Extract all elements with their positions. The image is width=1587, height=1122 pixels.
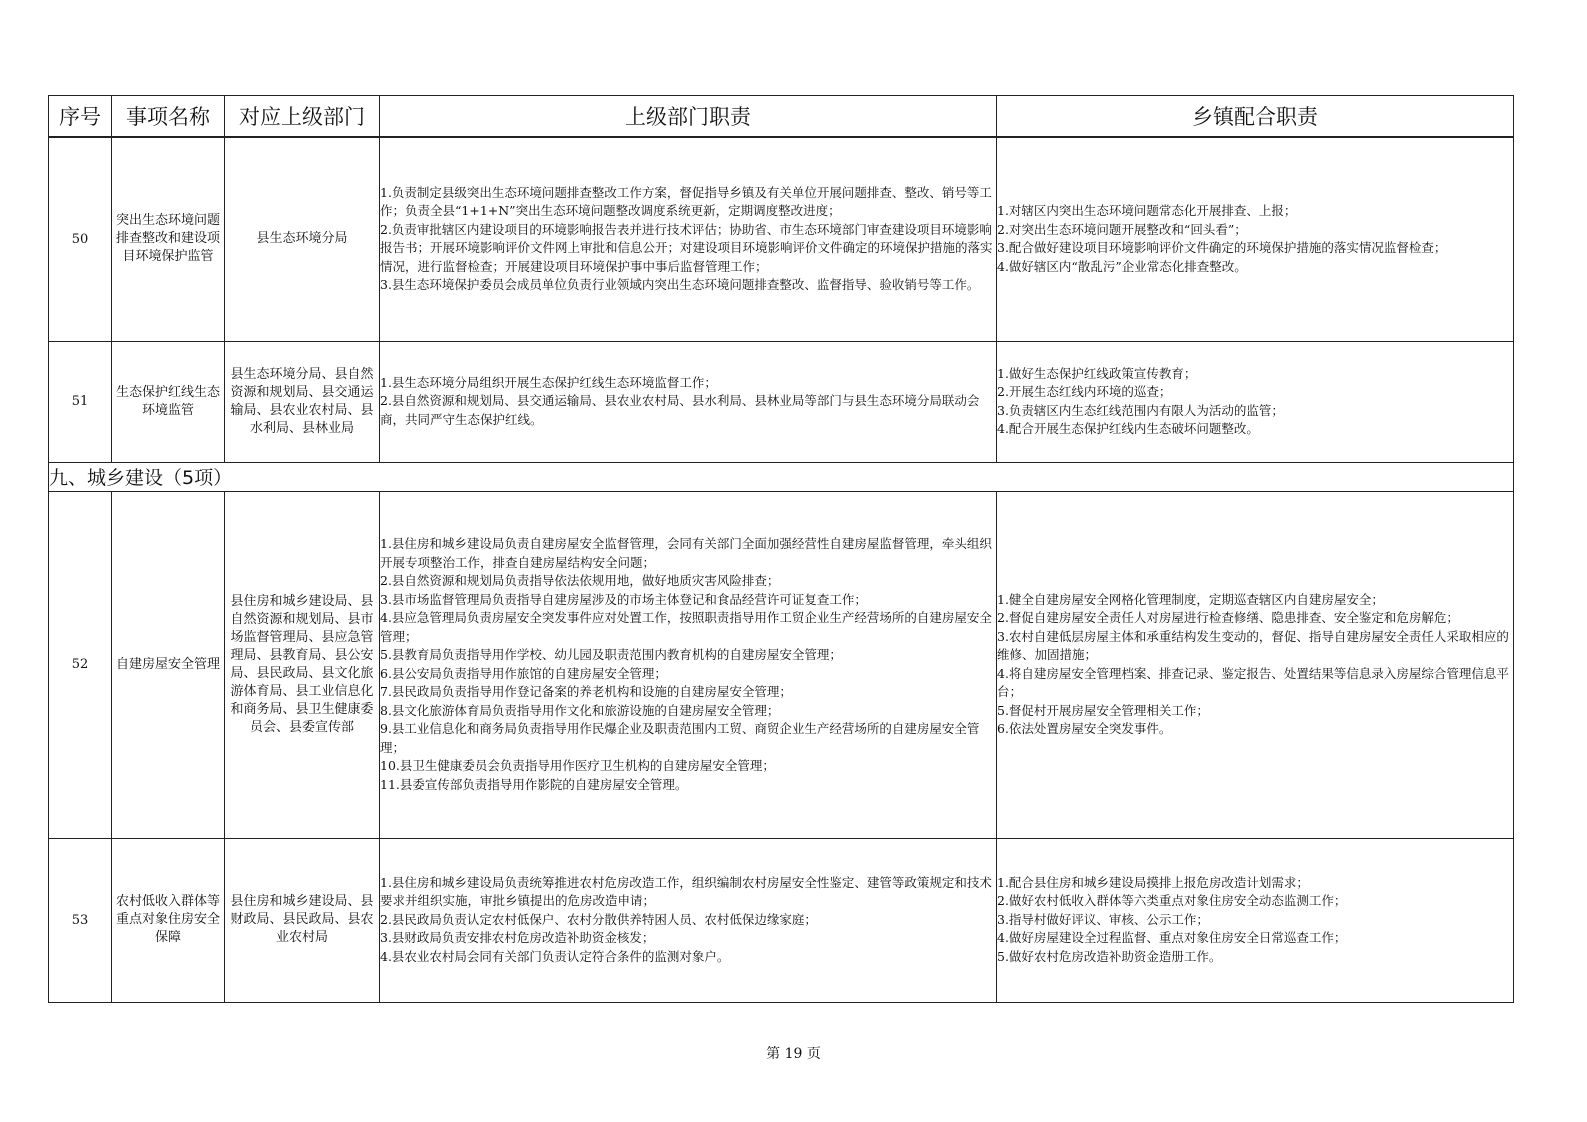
duty-line: 1.做好生态保护红线政策宣传教育； xyxy=(997,365,1197,381)
duty-line: 3.县生态环境保护委员会成员单位负责行业领域内突出生态环境问题排查整改、监督指导、验收销号等工作。 xyxy=(380,277,980,293)
duty-line: 2.县自然资源和规划局负责指导依法依规用地，做好地质灾害风险排查； xyxy=(380,573,780,588)
duty-line: 5.县教育局负责指导用作学校、幼儿园及职责范围内教育机构的自建房屋安全管理； xyxy=(380,647,842,662)
duty-line: 2.督促自建房屋安全责任人对房屋进行检查修缮、隐患排查、安全鉴定和危房解危； xyxy=(997,610,1459,625)
township-duties xyxy=(997,491,1514,838)
row-index: 53 xyxy=(49,838,112,1002)
duty-line: 4.县应急管理局负责房屋安全突发事件应对处置工作，按照职责指导用作工贸企业生产经营场所的自建房屋安全管理； xyxy=(380,610,992,644)
duty-line: 3.配合做好建设项目环境影响评价文件确定的环境保护措施的落实情况监督检查； xyxy=(997,240,1447,256)
duty-line: 1.健全自建房屋安全网格化管理制度，定期巡查辖区内自建房屋安全； xyxy=(997,591,1384,607)
row-index: 50 xyxy=(49,137,112,341)
duty-line: 2.县自然资源和规划局、县交通运输局、县农业农村局、县水利局、县林业局等部门与县生态环境分局联动会商，共同严守生态保护红线。 xyxy=(380,393,980,427)
section-row xyxy=(49,462,1514,491)
duty-line: 4.县农业农村局会同有关部门负责认定符合条件的监测对象户。 xyxy=(380,948,730,964)
duty-line: 2.对突出生态环境问题开展整改和“回头看”； xyxy=(997,221,1247,237)
table-header-row xyxy=(49,96,1514,138)
header-item-name: 事项名称 xyxy=(112,96,225,138)
header-upper-duties: 上级部门职责 xyxy=(380,96,997,138)
table-row xyxy=(49,491,1514,838)
upper-department: 县生态环境分局 xyxy=(225,137,380,341)
township-duties xyxy=(997,341,1514,462)
duty-line: 3.农村自建低层房屋主体和承重结构发生变动的，督促、指导自建房屋安全责任人采取相应的维修、加固措施； xyxy=(997,628,1509,662)
duty-line: 9.县工业信息化和商务局负责指导用作民爆企业及职责范围内工贸、商贸企业生产经营场所的自建房屋安全管理； xyxy=(380,721,980,755)
duty-line: 1.配合县住房和城乡建设局摸排上报危房改造计划需求； xyxy=(997,874,1309,890)
item-name: 农村低收入群体等重点对象住房安全保障 xyxy=(112,838,225,1002)
header-township-duties: 乡镇配合职责 xyxy=(997,96,1514,138)
duty-line: 2.县民政局负责认定农村低保户、农村分散供养特困人员、农村低保边缘家庭； xyxy=(380,911,817,927)
upper-duties xyxy=(380,491,997,838)
duty-line: 3.负责辖区内生态红线范围内有限人为活动的监管； xyxy=(997,402,1284,418)
duty-line: 1.县生态环境分局组织开展生态保护红线生态环境监督工作； xyxy=(380,374,717,390)
duty-line: 4.做好辖区内“散乱污”企业常态化排查整改。 xyxy=(997,258,1247,274)
header-upper-department: 对应上级部门 xyxy=(225,96,380,138)
duty-line: 7.县民政局负责指导用作登记备案的养老机构和设施的自建房屋安全管理； xyxy=(380,684,792,699)
page-number: 第 19 页 xyxy=(766,1046,821,1062)
duty-line: 1.县住房和城乡建设局负责统筹推进农村危房改造工作，组织编制农村房屋安全性鉴定、建管等政策规定和技术要求并组织实施，审批乡镇提出的危房改造申请； xyxy=(380,874,992,909)
duty-line: 4.做好房屋建设全过程监督、重点对象住房安全日常巡查工作； xyxy=(997,930,1347,946)
table-row xyxy=(49,838,1514,1002)
upper-duties xyxy=(380,341,997,462)
table-row xyxy=(49,137,1514,341)
township-duties xyxy=(997,137,1514,341)
duty-line: 6.依法处置房屋安全突发事件。 xyxy=(997,721,1172,736)
header-index: 序号 xyxy=(49,96,112,138)
duty-line: 1.对辖区内突出生态环境问题常态化开展排查、上报； xyxy=(997,203,1297,219)
duty-line: 8.县文化旅游体育局负责指导用作文化和旅游设施的自建房屋安全管理； xyxy=(380,702,780,718)
duty-line: 2.开展生态红线内环境的巡查； xyxy=(997,384,1172,399)
row-index: 52 xyxy=(49,491,112,838)
upper-department: 县住房和城乡建设局、县财政局、县民政局、县农业农村局 xyxy=(225,838,380,1002)
upper-duties xyxy=(380,137,997,341)
duty-line: 6.县公安局负责指导用作旅馆的自建房屋安全管理； xyxy=(380,665,667,681)
duty-line: 5.做好农村危房改造补助资金造册工作。 xyxy=(997,948,1222,964)
duty-line: 5.督促村开展房屋安全管理相关工作； xyxy=(997,702,1209,718)
duty-line: 3.县市场监督管理局负责指导自建房屋涉及的市场主体登记和食品经营许可证复查工作； xyxy=(380,591,867,607)
duty-line: 3.县财政局负责安排农村危房改造补助资金核发； xyxy=(380,930,655,946)
duty-line: 2.做好农村低收入群体等六类重点对象住房安全动态监测工作； xyxy=(997,893,1347,909)
upper-department: 县生态环境分局、县自然资源和规划局、县交通运输局、县农业农村局、县水利局、县林业局 xyxy=(225,341,380,462)
duty-line: 4.将自建房屋安全管理档案、排查记录、鉴定报告、处置结果等信息录入房屋综合管理信息平台； xyxy=(997,665,1509,699)
table-row xyxy=(49,341,1514,462)
township-duties xyxy=(997,838,1514,1002)
item-name: 生态保护红线生态环境监管 xyxy=(112,341,225,462)
upper-duties xyxy=(380,838,997,1002)
duty-line: 11.县委宣传部负责指导用作影院的自建房屋安全管理。 xyxy=(380,776,688,792)
row-index: 51 xyxy=(49,341,112,462)
item-name: 自建房屋安全管理 xyxy=(112,491,225,838)
duty-line: 3.指导村做好评议、审核、公示工作； xyxy=(997,911,1209,927)
upper-department: 县住房和城乡建设局、县自然资源和规划局、县市场监督管理局、县应急管理局、县教育局、县公安局、县民政局、县文化旅游体育局、县工业信息化和商务局、县卫生健康委员会、县委宣传部 xyxy=(225,491,380,838)
item-name: 突出生态环境问题排查整改和建设项目环境保护监管 xyxy=(112,137,225,341)
duty-line: 10.县卫生健康委员会负责指导用作医疗卫生机构的自建房屋安全管理； xyxy=(380,758,775,773)
section-title: 九、城乡建设（5项） xyxy=(49,462,1514,491)
duty-line: 1.负责制定县级突出生态环境问题排查整改工作方案，督促指导乡镇及有关单位开展问题排查、整改、销号等工作；负责全县“1+1+N”突出生态环境问题整改调度系统更新，定期调度整改进度； xyxy=(380,184,992,219)
duty-line: 1.县住房和城乡建设局负责自建房屋安全监督管理，会同有关部门全面加强经营性自建房屋监督管理，牵头组织开展专项整治工作，排查自建房屋结构安全问题； xyxy=(380,536,992,570)
responsibility-table xyxy=(48,95,1514,1003)
duty-line: 2.负责审批辖区内建设项目的环境影响报告表并进行技术评估；协助省、市生态环境部门审查建设项目环境影响报告书；开展环境影响评价文件网上审批和信息公开；对建设项目环境影响评价文件确定的环境保护措施的落实情况，进行监督检查；开展建设项目环境保护事中事后监督管理工作； xyxy=(380,221,993,274)
duty-line: 4.配合开展生态保护红线内生态破坏问题整改。 xyxy=(997,421,1259,436)
